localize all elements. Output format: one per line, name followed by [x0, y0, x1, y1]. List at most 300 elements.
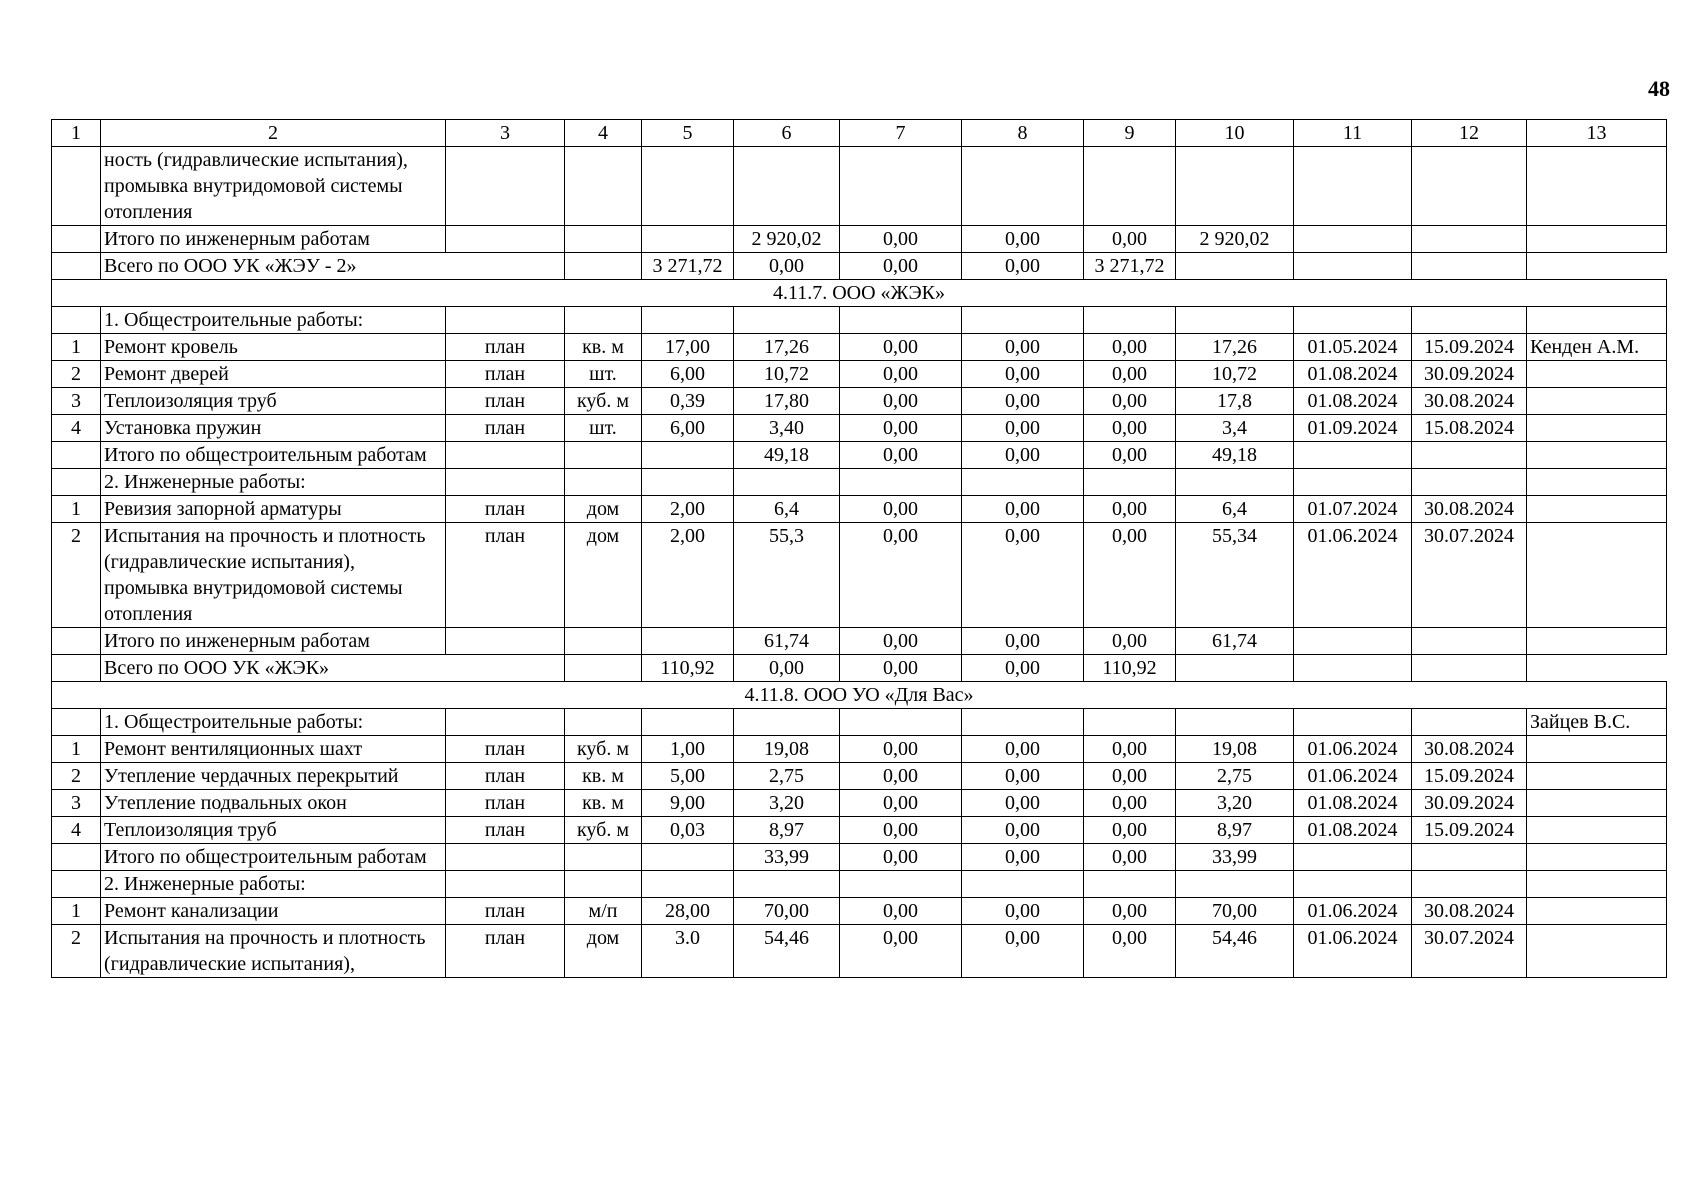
- table-cell: [1412, 628, 1527, 655]
- column-header: 6: [734, 120, 840, 147]
- table-row: [52, 763, 1667, 790]
- table-cell: 0,00: [1084, 898, 1176, 925]
- table-cell: 2,00: [642, 496, 734, 523]
- table-cell: 3,4: [1176, 415, 1294, 442]
- table-cell: план: [446, 898, 565, 925]
- table-cell: 28,00: [642, 898, 734, 925]
- page-number: 48: [1648, 76, 1670, 101]
- table-cell: план: [446, 361, 565, 388]
- table-cell: [1084, 469, 1176, 496]
- table-cell: 2: [52, 925, 101, 978]
- table-cell: 01.08.2024: [1294, 817, 1412, 844]
- table-cell: 0,00: [840, 388, 962, 415]
- table-cell: 0,00: [840, 334, 962, 361]
- table-cell: 8,97: [734, 817, 840, 844]
- column-header: 11: [1294, 120, 1412, 147]
- table-cell: 0,00: [840, 763, 962, 790]
- table-cell: 0,00: [840, 523, 962, 628]
- table-cell: 0,00: [840, 655, 962, 682]
- table-cell: 10,72: [734, 361, 840, 388]
- table-cell: [1527, 388, 1667, 415]
- table-cell: ность (гидравлические испытания), промывка внутридомовой системы отопления: [101, 147, 446, 226]
- table-cell: 30.08.2024: [1412, 736, 1527, 763]
- table-cell: [1527, 361, 1667, 388]
- table-cell: план: [446, 523, 565, 628]
- table-cell: [565, 307, 642, 334]
- table-cell: [1412, 226, 1527, 253]
- table-cell: [446, 871, 565, 898]
- table-cell: 15.09.2024: [1412, 817, 1527, 844]
- table-row: [52, 844, 1667, 871]
- table-cell: 0,00: [1084, 496, 1176, 523]
- column-header-row: [52, 120, 1667, 147]
- table-cell: Всего по ООО УК «ЖЭУ - 2»: [101, 253, 565, 280]
- table-cell: 01.06.2024: [1294, 763, 1412, 790]
- table-cell: 2 920,02: [734, 226, 840, 253]
- total-row: [52, 253, 1667, 280]
- table-cell: [840, 469, 962, 496]
- table-cell: 3: [52, 388, 101, 415]
- table-cell: 0,00: [840, 442, 962, 469]
- table-cell: 4: [52, 415, 101, 442]
- table-cell: 6,00: [642, 361, 734, 388]
- table-cell: 0,00: [840, 736, 962, 763]
- table-cell: [1412, 844, 1527, 871]
- table-cell: [642, 469, 734, 496]
- table-cell: [1176, 709, 1294, 736]
- table-cell: 55,34: [1176, 523, 1294, 628]
- table-cell: Ремонт кровель: [101, 334, 446, 361]
- table-cell: 0,00: [1084, 415, 1176, 442]
- table-cell: [1084, 709, 1176, 736]
- table-cell: [1084, 871, 1176, 898]
- table-cell: [1412, 147, 1527, 226]
- table-cell: [1294, 655, 1412, 682]
- table-cell: дом: [565, 925, 642, 978]
- table-cell: [1176, 871, 1294, 898]
- table-cell: 01.05.2024: [1294, 334, 1412, 361]
- table-cell: 17,00: [642, 334, 734, 361]
- table-cell: 54,46: [1176, 925, 1294, 978]
- table-cell: план: [446, 334, 565, 361]
- table-cell: [1176, 307, 1294, 334]
- table-cell: 01.07.2024: [1294, 496, 1412, 523]
- column-header: 5: [642, 120, 734, 147]
- table-cell: 54,46: [734, 925, 840, 978]
- table-cell: [642, 844, 734, 871]
- table-cell: [734, 871, 840, 898]
- table-cell: 1: [52, 736, 101, 763]
- table-cell: 0,00: [1084, 334, 1176, 361]
- table-cell: 0,00: [962, 334, 1084, 361]
- table-cell: кв. м: [565, 763, 642, 790]
- table-cell: [52, 226, 101, 253]
- table-cell: [1527, 790, 1667, 817]
- column-header: 8: [962, 120, 1084, 147]
- table-cell: 0,00: [962, 655, 1084, 682]
- table-cell: 15.09.2024: [1412, 763, 1527, 790]
- table-cell: Итого по инженерным работам: [101, 226, 446, 253]
- table-cell: 61,74: [1176, 628, 1294, 655]
- table-cell: 0,00: [962, 898, 1084, 925]
- table-row: [52, 790, 1667, 817]
- table-cell: [1527, 469, 1667, 496]
- table-cell: [642, 871, 734, 898]
- table-cell: [1294, 871, 1412, 898]
- table-cell: 0,00: [962, 361, 1084, 388]
- table-cell: 30.08.2024: [1412, 496, 1527, 523]
- table-cell: [565, 709, 642, 736]
- table-cell: 2,00: [642, 523, 734, 628]
- table-cell: [446, 844, 565, 871]
- table-cell: 0,00: [962, 790, 1084, 817]
- table-cell: [1084, 307, 1176, 334]
- table-cell: м/п: [565, 898, 642, 925]
- table-cell: 17,26: [1176, 334, 1294, 361]
- table-row: [52, 307, 1667, 334]
- table-row: [52, 415, 1667, 442]
- column-header: 13: [1527, 120, 1667, 147]
- table-cell: 0,00: [840, 361, 962, 388]
- table-cell: [1176, 469, 1294, 496]
- table-cell: Зайцев В.С.: [1527, 709, 1667, 736]
- table-cell: план: [446, 415, 565, 442]
- table-cell: план: [446, 925, 565, 978]
- column-header: 2: [101, 120, 446, 147]
- table-cell: [1294, 709, 1412, 736]
- table-cell: [1176, 655, 1294, 682]
- table-cell: 2: [52, 763, 101, 790]
- table-cell: [1294, 628, 1412, 655]
- table-cell: [1294, 226, 1412, 253]
- table-cell: [446, 442, 565, 469]
- table-row: [52, 925, 1667, 978]
- table-cell: 0,00: [962, 253, 1084, 280]
- table-cell: 3 271,72: [1084, 253, 1176, 280]
- table-cell: 2: [52, 361, 101, 388]
- table-cell: [52, 871, 101, 898]
- table-cell: 0,00: [1084, 361, 1176, 388]
- section-title: 4.11.8. ООО УО «Для Вас»: [52, 682, 1667, 709]
- table-cell: [1176, 253, 1294, 280]
- table-cell: дом: [565, 496, 642, 523]
- table-cell: [446, 469, 565, 496]
- table-cell: Итого по общестроительным работам: [101, 442, 446, 469]
- table-cell: [1527, 523, 1667, 628]
- table-cell: Всего по ООО УК «ЖЭК»: [101, 655, 565, 682]
- table-cell: 70,00: [1176, 898, 1294, 925]
- table-cell: Установка пружин: [101, 415, 446, 442]
- table-cell: [1527, 415, 1667, 442]
- table-cell: 10,72: [1176, 361, 1294, 388]
- table-cell: 0,00: [840, 628, 962, 655]
- table-cell: 17,80: [734, 388, 840, 415]
- table-cell: Утепление подвальных окон: [101, 790, 446, 817]
- table-cell: [1527, 871, 1667, 898]
- table-cell: [1527, 442, 1667, 469]
- table-cell: [734, 469, 840, 496]
- table-cell: [1294, 469, 1412, 496]
- table-cell: 2. Инженерные работы:: [101, 469, 446, 496]
- table-cell: [1412, 871, 1527, 898]
- table-cell: Ремонт канализации: [101, 898, 446, 925]
- table-cell: 2. Инженерные работы:: [101, 871, 446, 898]
- table-cell: Кенден А.М.: [1527, 334, 1667, 361]
- table-cell: [52, 844, 101, 871]
- table-cell: 30.09.2024: [1412, 790, 1527, 817]
- table-cell: 0,00: [1084, 790, 1176, 817]
- table-cell: 0,00: [962, 388, 1084, 415]
- table-row: [52, 628, 1667, 655]
- table-cell: 0,00: [1084, 817, 1176, 844]
- table-cell: 19,08: [1176, 736, 1294, 763]
- table-cell: [565, 655, 642, 682]
- table-cell: 55,3: [734, 523, 840, 628]
- table-cell: [1527, 763, 1667, 790]
- table-cell: [1527, 226, 1667, 253]
- table-cell: 110,92: [642, 655, 734, 682]
- table-row: [52, 361, 1667, 388]
- table-cell: 30.07.2024: [1412, 523, 1527, 628]
- table-cell: 0,00: [1084, 388, 1176, 415]
- table-cell: [734, 307, 840, 334]
- table-cell: куб. м: [565, 736, 642, 763]
- table-cell: 2: [52, 523, 101, 628]
- table-cell: 0,00: [840, 925, 962, 978]
- table-cell: 110,92: [1084, 655, 1176, 682]
- table-cell: 0,00: [734, 253, 840, 280]
- table-cell: Итого по инженерным работам: [101, 628, 446, 655]
- column-header: 10: [1176, 120, 1294, 147]
- table-cell: 0,00: [962, 736, 1084, 763]
- table-cell: [642, 307, 734, 334]
- table-cell: Теплоизоляция труб: [101, 817, 446, 844]
- table-cell: [446, 147, 565, 226]
- table-cell: [1527, 628, 1667, 655]
- total-row: [52, 655, 1667, 682]
- table-cell: план: [446, 388, 565, 415]
- table-cell: 0,00: [1084, 628, 1176, 655]
- table-cell: 3 271,72: [642, 253, 734, 280]
- table-cell: 0,00: [840, 496, 962, 523]
- table-cell: Ремонт вентиляционных шахт: [101, 736, 446, 763]
- table-row: [52, 469, 1667, 496]
- table-cell: куб. м: [565, 388, 642, 415]
- table-cell: [1294, 844, 1412, 871]
- table-row: [52, 442, 1667, 469]
- table-cell: 0,00: [962, 628, 1084, 655]
- table-cell: [962, 147, 1084, 226]
- table-cell: 17,26: [734, 334, 840, 361]
- table-cell: [962, 469, 1084, 496]
- table-cell: [565, 871, 642, 898]
- table-cell: [446, 709, 565, 736]
- column-header: 7: [840, 120, 962, 147]
- table-cell: 3: [52, 790, 101, 817]
- table-cell: 0,00: [840, 226, 962, 253]
- table-cell: 0,00: [962, 496, 1084, 523]
- table-cell: 0,00: [962, 925, 1084, 978]
- table-cell: кв. м: [565, 334, 642, 361]
- table-cell: 0,00: [1084, 226, 1176, 253]
- table-cell: 0,00: [962, 442, 1084, 469]
- table-cell: план: [446, 790, 565, 817]
- table-cell: 49,18: [734, 442, 840, 469]
- table-cell: 3.0: [642, 925, 734, 978]
- table-cell: 0,00: [1084, 925, 1176, 978]
- table-row: [52, 736, 1667, 763]
- table-cell: [1527, 844, 1667, 871]
- table-cell: 01.09.2024: [1294, 415, 1412, 442]
- table-cell: [52, 709, 101, 736]
- table-cell: 30.07.2024: [1412, 925, 1527, 978]
- table-cell: 1: [52, 334, 101, 361]
- table-cell: 0,03: [642, 817, 734, 844]
- table-cell: 6,4: [734, 496, 840, 523]
- table-cell: [1294, 147, 1412, 226]
- table-cell: [565, 147, 642, 226]
- table-cell: [1527, 307, 1667, 334]
- table-cell: [565, 844, 642, 871]
- table-cell: [1412, 442, 1527, 469]
- table-cell: план: [446, 496, 565, 523]
- table-cell: шт.: [565, 415, 642, 442]
- table-cell: 33,99: [734, 844, 840, 871]
- table-row: [52, 226, 1667, 253]
- table-cell: 1: [52, 898, 101, 925]
- table-cell: 6,00: [642, 415, 734, 442]
- section-title: 4.11.7. ООО «ЖЭК»: [52, 280, 1667, 307]
- table-cell: [642, 442, 734, 469]
- table-cell: [52, 147, 101, 226]
- table-cell: [565, 469, 642, 496]
- table-cell: Итого по общестроительным работам: [101, 844, 446, 871]
- table-cell: [1412, 469, 1527, 496]
- table-cell: 0,00: [1084, 844, 1176, 871]
- table-cell: [1527, 496, 1667, 523]
- table-cell: 0,39: [642, 388, 734, 415]
- table-cell: [446, 628, 565, 655]
- table-cell: 30.09.2024: [1412, 361, 1527, 388]
- table-cell: [962, 307, 1084, 334]
- table-cell: 0,00: [734, 655, 840, 682]
- table-cell: план: [446, 817, 565, 844]
- table-row: [52, 388, 1667, 415]
- table-cell: [1176, 147, 1294, 226]
- table-row: [52, 147, 1667, 226]
- table-cell: 0,00: [840, 253, 962, 280]
- table-cell: [1412, 709, 1527, 736]
- table-cell: 9,00: [642, 790, 734, 817]
- table-cell: 2 920,02: [1176, 226, 1294, 253]
- works-table: [51, 119, 1667, 978]
- table-cell: дом: [565, 523, 642, 628]
- table-cell: [734, 147, 840, 226]
- table-cell: план: [446, 763, 565, 790]
- table-cell: [52, 442, 101, 469]
- table-cell: [565, 226, 642, 253]
- table-cell: 30.08.2024: [1412, 898, 1527, 925]
- table-cell: [1294, 253, 1412, 280]
- table-cell: [734, 709, 840, 736]
- table-cell: [1527, 147, 1667, 226]
- table-cell: 0,00: [1084, 763, 1176, 790]
- table-row: [52, 334, 1667, 361]
- table-cell: 0,00: [962, 763, 1084, 790]
- table-cell: [1527, 817, 1667, 844]
- table-cell: [962, 709, 1084, 736]
- table-cell: 19,08: [734, 736, 840, 763]
- table-cell: 1: [52, 496, 101, 523]
- table-cell: 01.08.2024: [1294, 790, 1412, 817]
- table-cell: [565, 628, 642, 655]
- table-cell: 0,00: [840, 415, 962, 442]
- table-cell: 3,40: [734, 415, 840, 442]
- table-cell: [446, 307, 565, 334]
- table-row: [52, 871, 1667, 898]
- table-cell: 0,00: [840, 790, 962, 817]
- table-cell: 4: [52, 817, 101, 844]
- table-cell: 6,4: [1176, 496, 1294, 523]
- table-cell: 2,75: [1176, 763, 1294, 790]
- table-row: [52, 817, 1667, 844]
- table-cell: [52, 469, 101, 496]
- table-cell: [642, 226, 734, 253]
- table-cell: 8,97: [1176, 817, 1294, 844]
- table-cell: 49,18: [1176, 442, 1294, 469]
- table-cell: [565, 253, 642, 280]
- table-cell: 3,20: [1176, 790, 1294, 817]
- column-header: 1: [52, 120, 101, 147]
- table-cell: [1412, 253, 1527, 280]
- table-cell: 15.08.2024: [1412, 415, 1527, 442]
- table-cell: 0,00: [1084, 523, 1176, 628]
- table-cell: 01.08.2024: [1294, 361, 1412, 388]
- table-cell: [840, 307, 962, 334]
- table-cell: 0,00: [962, 844, 1084, 871]
- table-cell: [840, 871, 962, 898]
- table-cell: 01.06.2024: [1294, 523, 1412, 628]
- table-cell: 0,00: [840, 817, 962, 844]
- table-cell: 61,74: [734, 628, 840, 655]
- table-cell: [840, 147, 962, 226]
- table-cell: Испытания на прочность и плотность (гидравлические испытания), промывка внутридомовой системы отопления: [101, 523, 446, 628]
- table-cell: [642, 628, 734, 655]
- table-cell: 3,20: [734, 790, 840, 817]
- table-cell: 5,00: [642, 763, 734, 790]
- table-cell: 0,00: [962, 226, 1084, 253]
- section-row: [52, 682, 1667, 709]
- table-cell: 33,99: [1176, 844, 1294, 871]
- table-cell: [52, 253, 101, 280]
- table-cell: Теплоизоляция труб: [101, 388, 446, 415]
- table-cell: [962, 871, 1084, 898]
- table-cell: 1. Общестроительные работы:: [101, 307, 446, 334]
- table-cell: [52, 628, 101, 655]
- table-cell: [52, 655, 101, 682]
- table-cell: 01.06.2024: [1294, 925, 1412, 978]
- table-cell: 0,00: [1084, 442, 1176, 469]
- table-cell: кв. м: [565, 790, 642, 817]
- table-cell: Ревизия запорной арматуры: [101, 496, 446, 523]
- table-cell: [1527, 736, 1667, 763]
- table-cell: 1. Общестроительные работы:: [101, 709, 446, 736]
- table-cell: 2,75: [734, 763, 840, 790]
- table-cell: 70,00: [734, 898, 840, 925]
- table-cell: 01.06.2024: [1294, 736, 1412, 763]
- table-cell: 0,00: [1084, 736, 1176, 763]
- table-cell: [642, 709, 734, 736]
